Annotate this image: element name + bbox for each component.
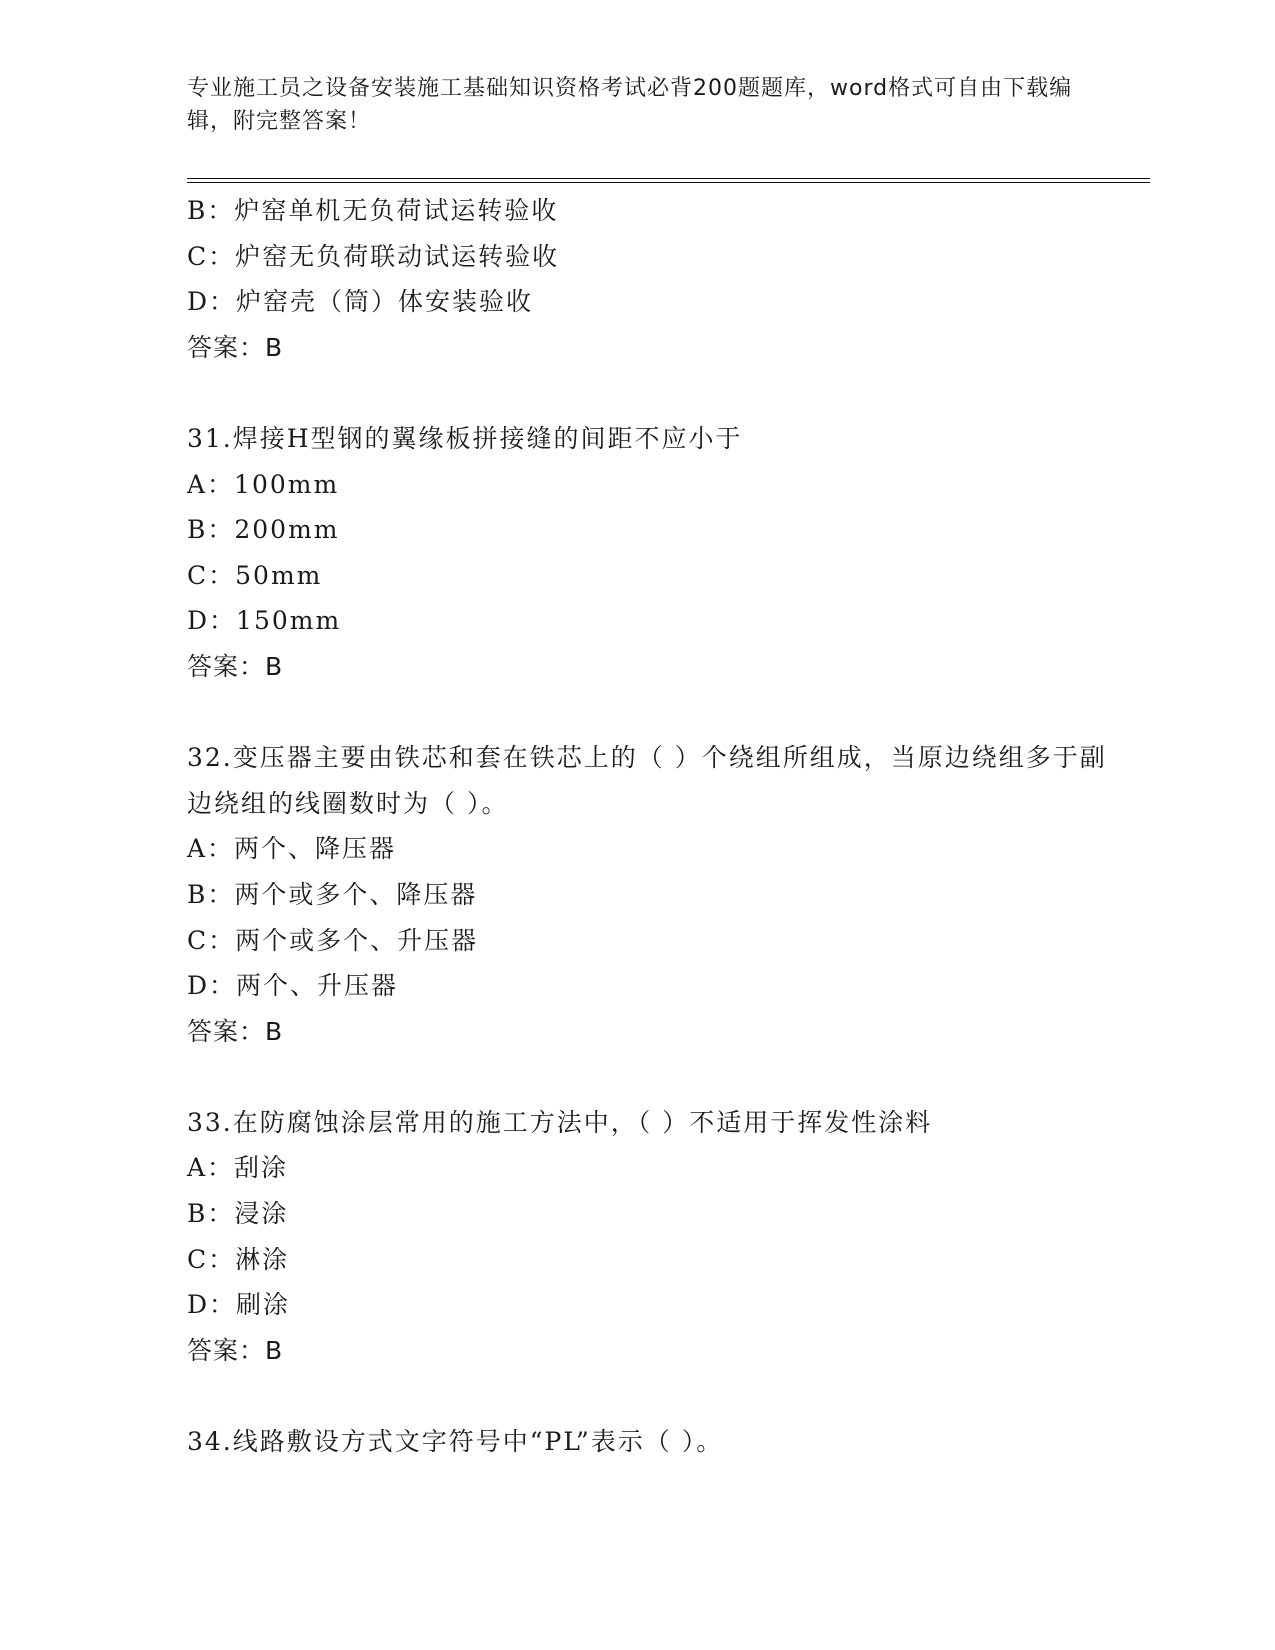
- header-rule-bottom: [187, 182, 1150, 183]
- option-a: A：刮涂: [187, 1153, 289, 1183]
- option-d: D：炉窑壳（筒）体安装验收: [187, 287, 534, 317]
- question-list: [187, 188, 1107, 1465]
- question-block-34: [187, 1419, 1107, 1465]
- option-b: B：200mm: [187, 515, 340, 545]
- spacer: [187, 1373, 1107, 1419]
- spacer: [187, 690, 1107, 736]
- option-a: A：100mm: [187, 469, 340, 499]
- option-d: D：两个、升压器: [187, 971, 399, 1001]
- question-block-33: [187, 1100, 1107, 1374]
- option-c: C：两个或多个、升压器: [187, 925, 479, 955]
- question-text: 32.变压器主要由铁芯和套在铁芯上的（ ）个绕组所组成，当原边绕组多于副边绕组的线圈数时为（ ）。: [187, 743, 1107, 818]
- answer: 答案：B: [187, 651, 284, 681]
- option-c: C：50mm: [187, 560, 323, 590]
- option-b: B：炉窑单机无负荷试运转验收: [187, 196, 559, 225]
- option-b: B：两个或多个、降压器: [187, 879, 478, 909]
- answer: 答案：B: [187, 1335, 284, 1365]
- question-block-31: [187, 416, 1107, 690]
- question-text: 33.在防腐蚀涂层常用的施工方法中，（ ）不适用于挥发性涂料: [187, 1107, 933, 1137]
- option-d: D：150mm: [187, 606, 342, 636]
- question-text: 34.线路敷设方式文字符号中“PL”表示（ ）。: [187, 1427, 724, 1457]
- option-d: D：刷涂: [187, 1290, 291, 1320]
- document-header: [187, 72, 1087, 138]
- header-rule-top: [187, 178, 1150, 179]
- answer: 答案：B: [187, 332, 284, 362]
- option-c: C：淋涂: [187, 1244, 290, 1274]
- option-c: C：炉窑无负荷联动试运转验收: [187, 241, 560, 271]
- question-block-32: [187, 735, 1107, 1054]
- question-text: 31.焊接H型钢的翼缘板拼接缝的间距不应小于: [187, 423, 743, 453]
- option-b: B：浸涂: [187, 1199, 289, 1229]
- question-block-prev: [187, 188, 1107, 370]
- spacer: [187, 1054, 1107, 1100]
- option-a: A：两个、降压器: [187, 834, 397, 864]
- header-title: 专业施工员之设备安装施工基础知识资格考试必背200题题库，word格式可自由下载编辑，附完整答案！: [187, 76, 1073, 134]
- spacer: [187, 370, 1107, 416]
- answer: 答案：B: [187, 1016, 284, 1046]
